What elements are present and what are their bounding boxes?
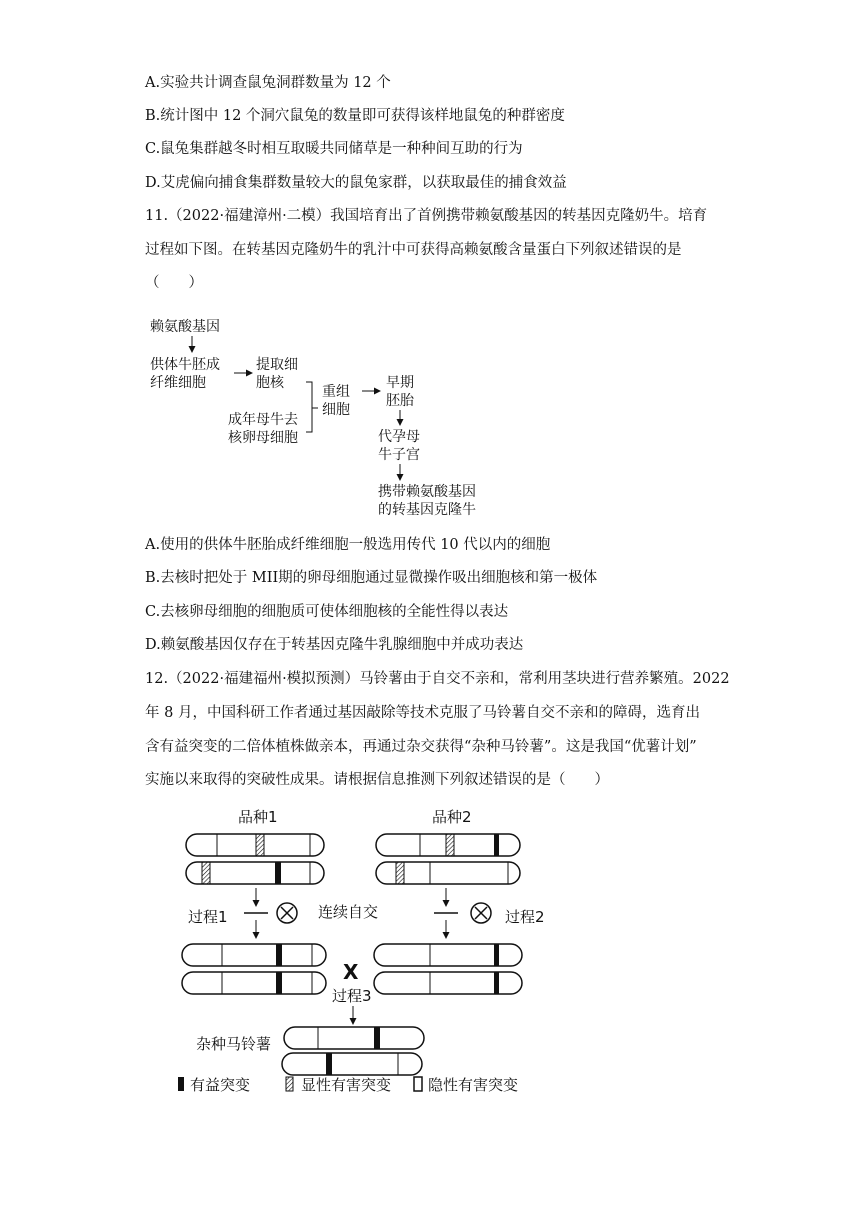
- q11-option-d: D.赖氨酸基因仅存在于转基因克隆牛乳腺细胞中并成功表达: [145, 637, 524, 653]
- flow-extract-1: 提取细: [256, 357, 298, 373]
- selfed-line1-chromosomes: [182, 944, 326, 994]
- flow-recomb-2: 细胞: [322, 402, 350, 418]
- flow-donor-1: 供体牛胚成: [150, 357, 220, 373]
- label-variety1: 品种1: [238, 808, 278, 826]
- flow-embryo-2: 胚胎: [386, 393, 414, 409]
- flow-gene: 赖氨酸基因: [150, 319, 220, 335]
- label-hybrid: 杂种马铃薯: [196, 1035, 272, 1053]
- label-selfing: 连续自交: [318, 903, 379, 921]
- q12-stem-line4: 实施以来取得的突破性成果。请根据信息推测下列叙述错误的是（ ）: [145, 772, 609, 788]
- legend-dominant-swatch: [286, 1077, 293, 1091]
- flow-surrogate-2: 牛子宫: [378, 447, 420, 463]
- label-process1: 过程1: [188, 908, 228, 926]
- figure-legend: [178, 1076, 518, 1094]
- flow-oocyte-1: 成年母牛去: [228, 412, 298, 428]
- flow-surrogate-1: 代孕母: [378, 429, 420, 445]
- flow-extract-2: 胞核: [256, 375, 284, 391]
- q11-option-a: A.使用的供体牛胚胎成纤维细胞一般选用传代 10 代以内的细胞: [145, 537, 551, 553]
- variety2-chromosomes: [376, 834, 520, 884]
- flow-recomb-1: 重组: [322, 384, 350, 400]
- legend-dominant: 显性有害突变: [301, 1076, 392, 1094]
- flow-result-2: 的转基因克隆牛: [378, 502, 476, 518]
- legend-recessive-swatch: [414, 1077, 422, 1091]
- q10-option-c: C.鼠兔集群越冬时相互取暖共同储草是一种种间互助的行为: [145, 141, 523, 157]
- label-variety2: 品种2: [432, 808, 472, 826]
- flow-result-1: 携带赖氨酸基因: [378, 484, 476, 500]
- q10-option-a: A.实验共计调查鼠兔洞群数量为 12 个: [145, 75, 391, 91]
- q12-stem-line3: 含有益突变的二倍体植株做亲本，再通过杂交获得“杂种马铃薯”。这是我国“优薯计划”: [145, 739, 697, 755]
- selfed-line2-chromosomes: [374, 944, 522, 994]
- q11-stem-line1: 11.（2022·福建漳州·二模）我国培育出了首例携带赖氨酸基因的转基因克隆奶牛。培育: [145, 208, 708, 224]
- q11-option-c: C.去核卵母细胞的细胞质可使体细胞核的全能性得以表达: [145, 604, 509, 620]
- flow-donor-2: 纤维细胞: [150, 375, 206, 391]
- q10-option-b: B.统计图中 12 个洞穴鼠兔的数量即可获得该样地鼠兔的种群密度: [145, 108, 565, 124]
- hybrid-chromosomes: [282, 1027, 424, 1075]
- flow-oocyte-2: 核卵母细胞: [228, 430, 298, 446]
- q12-stem-line1: 12.（2022·福建福州·模拟预测）马铃薯由于自交不亲和，常利用茎块进行营养繁殖。2022: [145, 671, 730, 687]
- legend-beneficial-swatch: [178, 1077, 184, 1091]
- variety1-chromosomes: [186, 834, 324, 884]
- label-process3: 过程3: [332, 987, 372, 1005]
- cross-symbol: X: [343, 960, 359, 984]
- label-process2: 过程2: [505, 908, 545, 926]
- legend-beneficial: 有益突变: [190, 1076, 251, 1094]
- q11-stem-line2: 过程如下图。在转基因克隆奶牛的乳汁中可获得高赖氨酸含量蛋白下列叙述错误的是: [145, 242, 682, 258]
- flow-embryo-1: 早期: [386, 375, 414, 391]
- q11-blank: （ ）: [145, 275, 203, 291]
- q11-option-b: B.去核时把处于 MII期的卵母细胞通过显微操作吸出细胞核和第一极体: [145, 570, 598, 586]
- legend-recessive: 隐性有害突变: [428, 1076, 519, 1094]
- q10-option-d: D.艾虎偏向捕食集群数量较大的鼠兔家群，以获取最佳的捕食效益: [145, 175, 567, 191]
- q12-stem-line2: 年 8 月，中国科研工作者通过基因敲除等技术克服了马铃薯自交不亲和的障碍，选育出: [145, 705, 700, 721]
